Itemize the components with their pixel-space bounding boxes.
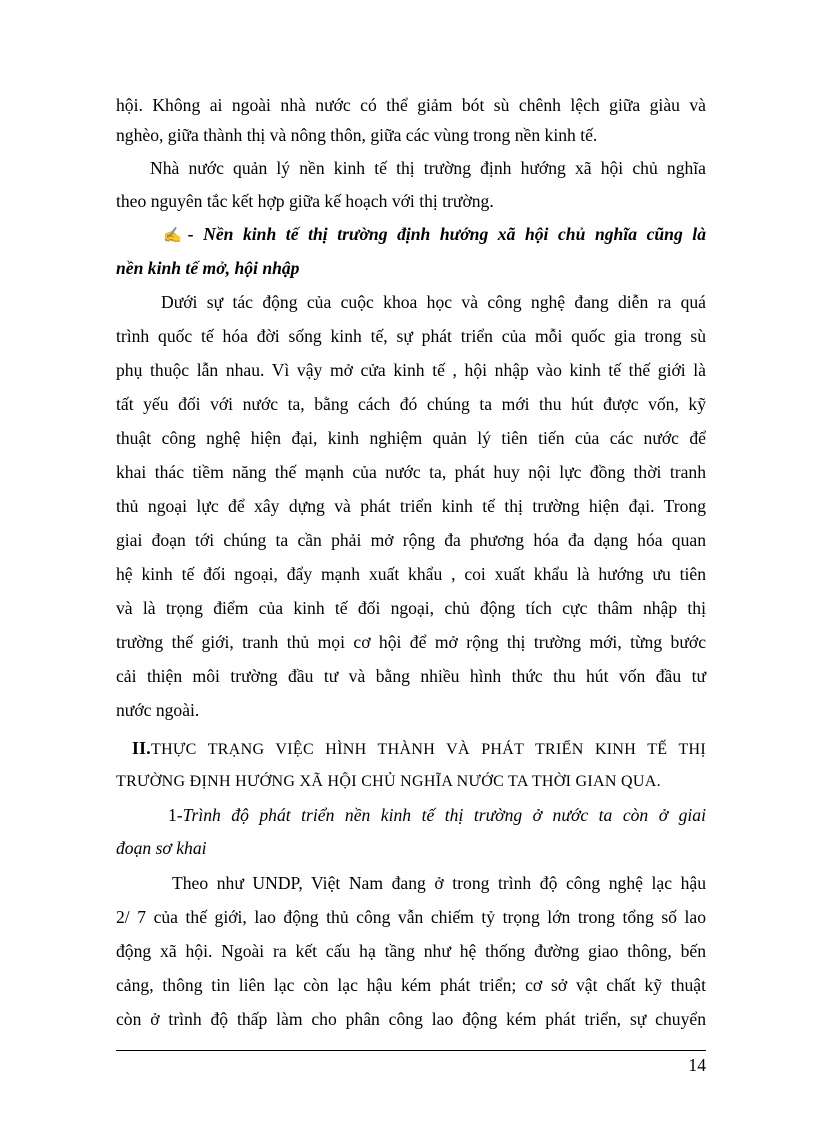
paragraph-line: hội. Không ai ngoài nhà nước có thể giảm bót sù chênh lệch giữa giàu và	[116, 95, 706, 115]
paragraph-line: còn ở trình độ thấp làm cho phân công lao động kém phát triển, sự chuyển	[116, 1009, 706, 1029]
subheading-line	[163, 224, 706, 246]
paragraph-line: trình quốc tế hóa đời sống kinh tế, sự phát triển của mỗi quốc gia trong sù	[116, 326, 706, 346]
footer-divider	[116, 1050, 706, 1051]
paragraph-line: Theo như UNDP, Việt Nam đang ở trong trình độ công nghệ lạc hậu	[172, 873, 706, 893]
section-heading-text: THỰC TRẠNG VIỆC HÌNH THÀNH VÀ PHÁT TRIỂN KINH TẾ THỊ	[151, 741, 706, 758]
subheading-text: - Nền kinh tế thị trường định hướng xã hội chủ nghĩa cũng là	[187, 224, 706, 244]
paragraph-line: thuật công nghệ hiện đại, kinh nghiệm quản lý tiên tiến của các nước để	[116, 428, 706, 448]
paragraph-line: trường thế giới, tranh thủ mọi cơ hội để mở rộng thị trường mới, từng bước	[116, 632, 706, 652]
paragraph-line: tất yếu đối với nước ta, bằng cách đó chúng ta mới thu hút được vốn, kỹ	[116, 394, 706, 414]
paragraph-line: nghèo, giữa thành thị và nông thôn, giữa các vùng trong nền kinh tế.	[116, 125, 598, 145]
paragraph-line: Dưới sự tác động của cuộc khoa học và công nghệ đang diễn ra quá	[161, 292, 706, 312]
paragraph-line: thủ ngoại lực để xây dựng và phát triển kinh tế thị trường hiện đại. Trong	[116, 496, 706, 516]
section-heading-line: TRƯỜNG ĐỊNH HƯỚNG XÃ HỘI CHỦ NGHĨA NƯỚC TA THỜI GIAN QUA.	[116, 773, 661, 790]
paragraph-line: và là trọng điểm của kinh tế đối ngoại, chủ động tích cực thâm nhập thị	[116, 598, 706, 618]
paragraph-line: giai đoạn tới chúng ta cần phải mở rộng đa phương hóa đa dạng hóa quan	[116, 530, 706, 550]
paragraph-line: Nhà nước quản lý nền kinh tế thị trường định hướng xã hội chủ nghĩa	[150, 158, 706, 178]
paragraph-line: cải thiện môi trường đầu tư và bằng nhiều hình thức thu hút vốn đầu tư	[116, 666, 706, 686]
paragraph-line: nước ngoài.	[116, 700, 200, 720]
paragraph-line: theo nguyên tắc kết hợp giữa kế hoạch với thị trường.	[116, 191, 494, 211]
paragraph-line: phụ thuộc lẫn nhau. Vì vậy mở cửa kinh tế , hội nhập vào kinh tế thế giới là	[116, 360, 706, 380]
writing-hand-icon: ✍	[163, 228, 182, 244]
subheading-line: nền kinh tế mở, hội nhập	[116, 258, 300, 278]
section-heading-line	[132, 738, 706, 760]
subsection-heading-text: Trình độ phát triển nền kinh tế thị trường ở nước ta còn ở giai	[182, 805, 706, 825]
paragraph-line: động xã hội. Ngoài ra kết cấu hạ tầng như hệ thống đường giao thông, bến	[116, 941, 706, 961]
subsection-heading-line: đoạn sơ khai	[116, 838, 207, 858]
paragraph-line: 2/ 7 của thế giới, lao động thủ công vẫn chiếm tỷ trọng lớn trong tổng số lao	[116, 907, 706, 927]
paragraph-line: hệ kinh tế đối ngoại, đẩy mạnh xuất khẩu , coi xuất khẩu là hướng ưu tiên	[116, 564, 706, 584]
paragraph-line: cảng, thông tin liên lạc còn lạc hậu kém phát triển; cơ sở vật chất kỹ thuật	[116, 975, 706, 995]
page-number: 14	[688, 1055, 706, 1075]
section-number: II.	[132, 738, 151, 758]
subsection-number: 1-	[168, 805, 183, 825]
subsection-heading-line	[168, 805, 706, 825]
paragraph-line: khai thác tiềm năng thế mạnh của nước ta, phát huy nội lực đồng thời tranh	[116, 462, 706, 482]
